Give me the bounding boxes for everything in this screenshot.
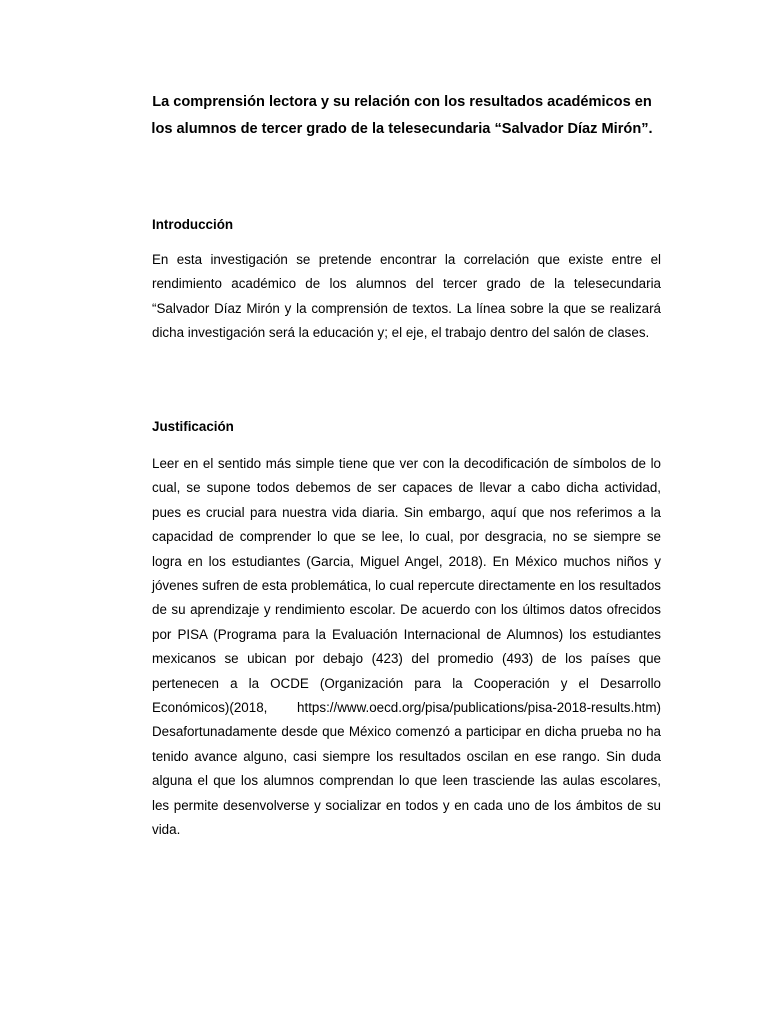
section-heading-justificacion: Justificación — [152, 419, 234, 434]
section-body-justificacion: Leer en el sentido más simple tiene que ver con la decodificación de símbolos de lo cual, se supone todos debemos de ser capaces de llevar a cabo dicha actividad, pues es crucial para nuestra vida diaria. Sin embargo, aquí que nos referimos a la capacidad de comprender lo que se lee, lo cual, por desgracia, no se siempre se logra en los estudiantes (Garcia, Miguel Angel, 2018). En México muchos niños y jóvenes sufren de esta problemática, lo cual repercute directamente en los resultados de su aprendizaje y rendimiento escolar. De acuerdo con los últimos datos ofrecidos por PISA (Programa para la Evaluación Internacional de Alumnos) los estudiantes mexicanos se ubican por debajo (423) del promedio (493) de los países que pertenecen a la OCDE (Organización para la Cooperación y el Desarrollo Económicos)(2018, https://www.oecd.org/pisa/publications/pisa-2018-results.htm) Desafortunadamente desde que México comenzó a participar en dicha prueba no ha tenido avance alguno, casi siempre los resultados oscilan en ese rango. Sin duda alguna el que los alumnos comprendan lo que leen trasciende las aulas escolares, les permite desenvolverse y socializar en todos y en cada uno de los ámbitos de su vida. — [152, 456, 661, 838]
document-title: La comprensión lectora y su relación con los resultados académicos en los alumnos de tercer grado de la telesecundaria “Salvador Díaz Mirón”. — [151, 94, 653, 137]
section-body-introduccion: En esta investigación se pretende encontrar la correlación que existe entre el rendimiento académico de los alumnos del tercer grado de la telesecundaria “Salvador Díaz Mirón y la comprensión de textos. La línea sobre la que se realizará dicha investigación será la educación y; el eje, el trabajo dentro del salón de clases. — [152, 252, 661, 341]
section-heading-introduccion: Introducción — [152, 217, 234, 232]
